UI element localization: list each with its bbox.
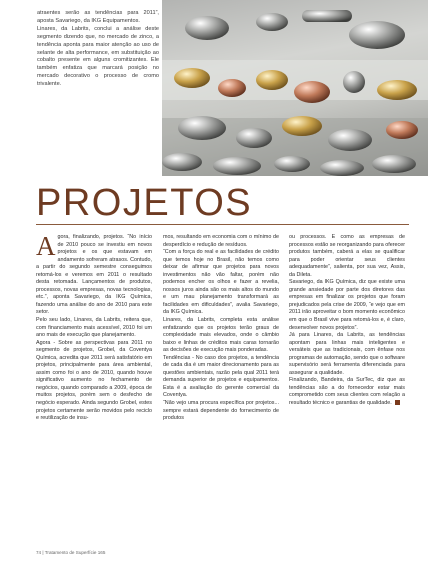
paragraph: ou processos. E como as empresas de processos estão se reorganizando para oferecer produtos também, caberá a elas se qualificar para poder orientar seus clientes adequadamente”, salienta, por sua vez, Assis, da Dileta.	[289, 234, 405, 278]
end-of-article-mark	[395, 400, 400, 405]
product-photo	[162, 0, 428, 176]
paragraph: Agora - Sobre as perspectivas para 2011 no segmento de projetos, Grobel, da Coventya Química, acredita que 2011 será satisfatório em projetos, principalmente para área ambiental, assim como foi o ano de 2010, quando houve significativo aumento no fechamento de negócios, quando comparado a 2009, época de muitos projetos, porém sem o desfecho de negócio esperado. Ainda segundo Grobel, estes projetos certamente serão movidos pelo reciclo e reutilização de insu-	[36, 339, 152, 422]
heading-divider	[36, 224, 409, 225]
top-text-column	[37, 10, 159, 89]
paragraph-text: gora, finalizando, projetos. “No início de 2010 pouco se investiu em novos projetos e os que estavam em andamento sofreram atrasos. Contudo, a partir do segundo semestre conseguimos retomá-los e veremos em 2011 o resultado desta retomada. Lançamentos de produtos, processos, novas empresas, novas tecnologias, etc.”, aponta Savariego, da IKG Química, fazendo uma análise do ano de 2010 para este setor.	[36, 234, 152, 316]
top-paragraph-1: atraentes serão as tendências para 2011”, aposta Savariego, da IKG Equipamentos.	[37, 10, 159, 24]
paragraph: “Com a força do real e as facilidades de crédito que temos hoje no Brasil, não temos como deixar de afirmar que projetos para novos investimentos não vão faltar, porém não podemos encher os olhos e fazer a revelia, nossos juros ainda são os mais altos do mundo e um mau planejamento transformará as facilidades em dificuldades”, avalia Savariego, da IKG Química.	[163, 249, 279, 316]
paragraph: mos, resultando em economia com o mínimo de desperdício e redução de resíduos.	[163, 234, 279, 248]
paragraph	[36, 231, 152, 317]
article-column-2	[163, 234, 279, 423]
page-footer: 74 | Tratamento de Superfície 165	[36, 550, 106, 555]
drop-cap: A	[36, 231, 56, 261]
top-paragraph-2: Linares, da Labrits, conclui a análise deste segmento dizendo que, no mercado de zinco, a tendência aponta para maior atenção ao uso de selante de alta performance, em substituição ao cobalto presente em alguns cromitizantes. Ele também enfatiza que marcará posição no mercado decorativo o processo de cromo trivalente.	[37, 25, 159, 88]
paragraph-text: Finalizando, Bandeira, da SurTec, diz que as tendências são a do fornecedor estar mais comprometido com seus clientes com relação a resultado técnico e garantias de qualidade.	[289, 377, 405, 407]
paragraph: Linares, da Labrits, completa esta análise enfatizando que os projetos terão graus de complexidade mais elevados, onde o câmbio baixo e linhas de créditos mais caras tornarão as decisões de execução mais ponderadas.	[163, 317, 279, 354]
paragraph: Savariego, da IKG Química, diz que existe uma grande ansiedade por parte dos diretores das empresas em finalizar os projetos que foram prejudicados pela crise de 2009, “e vejo que em 2011 irão aproveitar o bom momento econômico em que o Brasil vive para retomá-los e, é claro, desenvolver novos projetos”.	[289, 279, 405, 331]
article-column-3	[289, 234, 405, 408]
section-heading: PROJETOS	[36, 182, 253, 224]
paragraph	[289, 377, 405, 407]
paragraph: Tendências - No caso dos projetos, a tendência de cada dia é um maior direcionamento para as questões ambientais, razão pela qual 2011 terá demanda superior de projetos e equipamentos. Esta é a avaliação do gerente comercial da Coventya.	[163, 354, 279, 399]
paragraph: “Não vejo uma procura específica por projetos... sempre estará dependente do fornecimento de produtos	[163, 400, 279, 422]
article-column-1	[36, 231, 152, 423]
paragraph: Já para Linares, da Labrits, as tendências apontam para linhas mais inteligentes e versáteis que as tradicionais, com ênfase nos programas de automação, sendo que o software supervisório será ferramenta diferenciada para assegurar a qualidade.	[289, 332, 405, 376]
hardware-photo-illustration	[162, 0, 428, 176]
paragraph: Pelo seu lado, Linares, da Labrits, reitera que, com financiamento mais acessível, 2010 foi um ano mais de execução que planejamento.	[36, 317, 152, 339]
